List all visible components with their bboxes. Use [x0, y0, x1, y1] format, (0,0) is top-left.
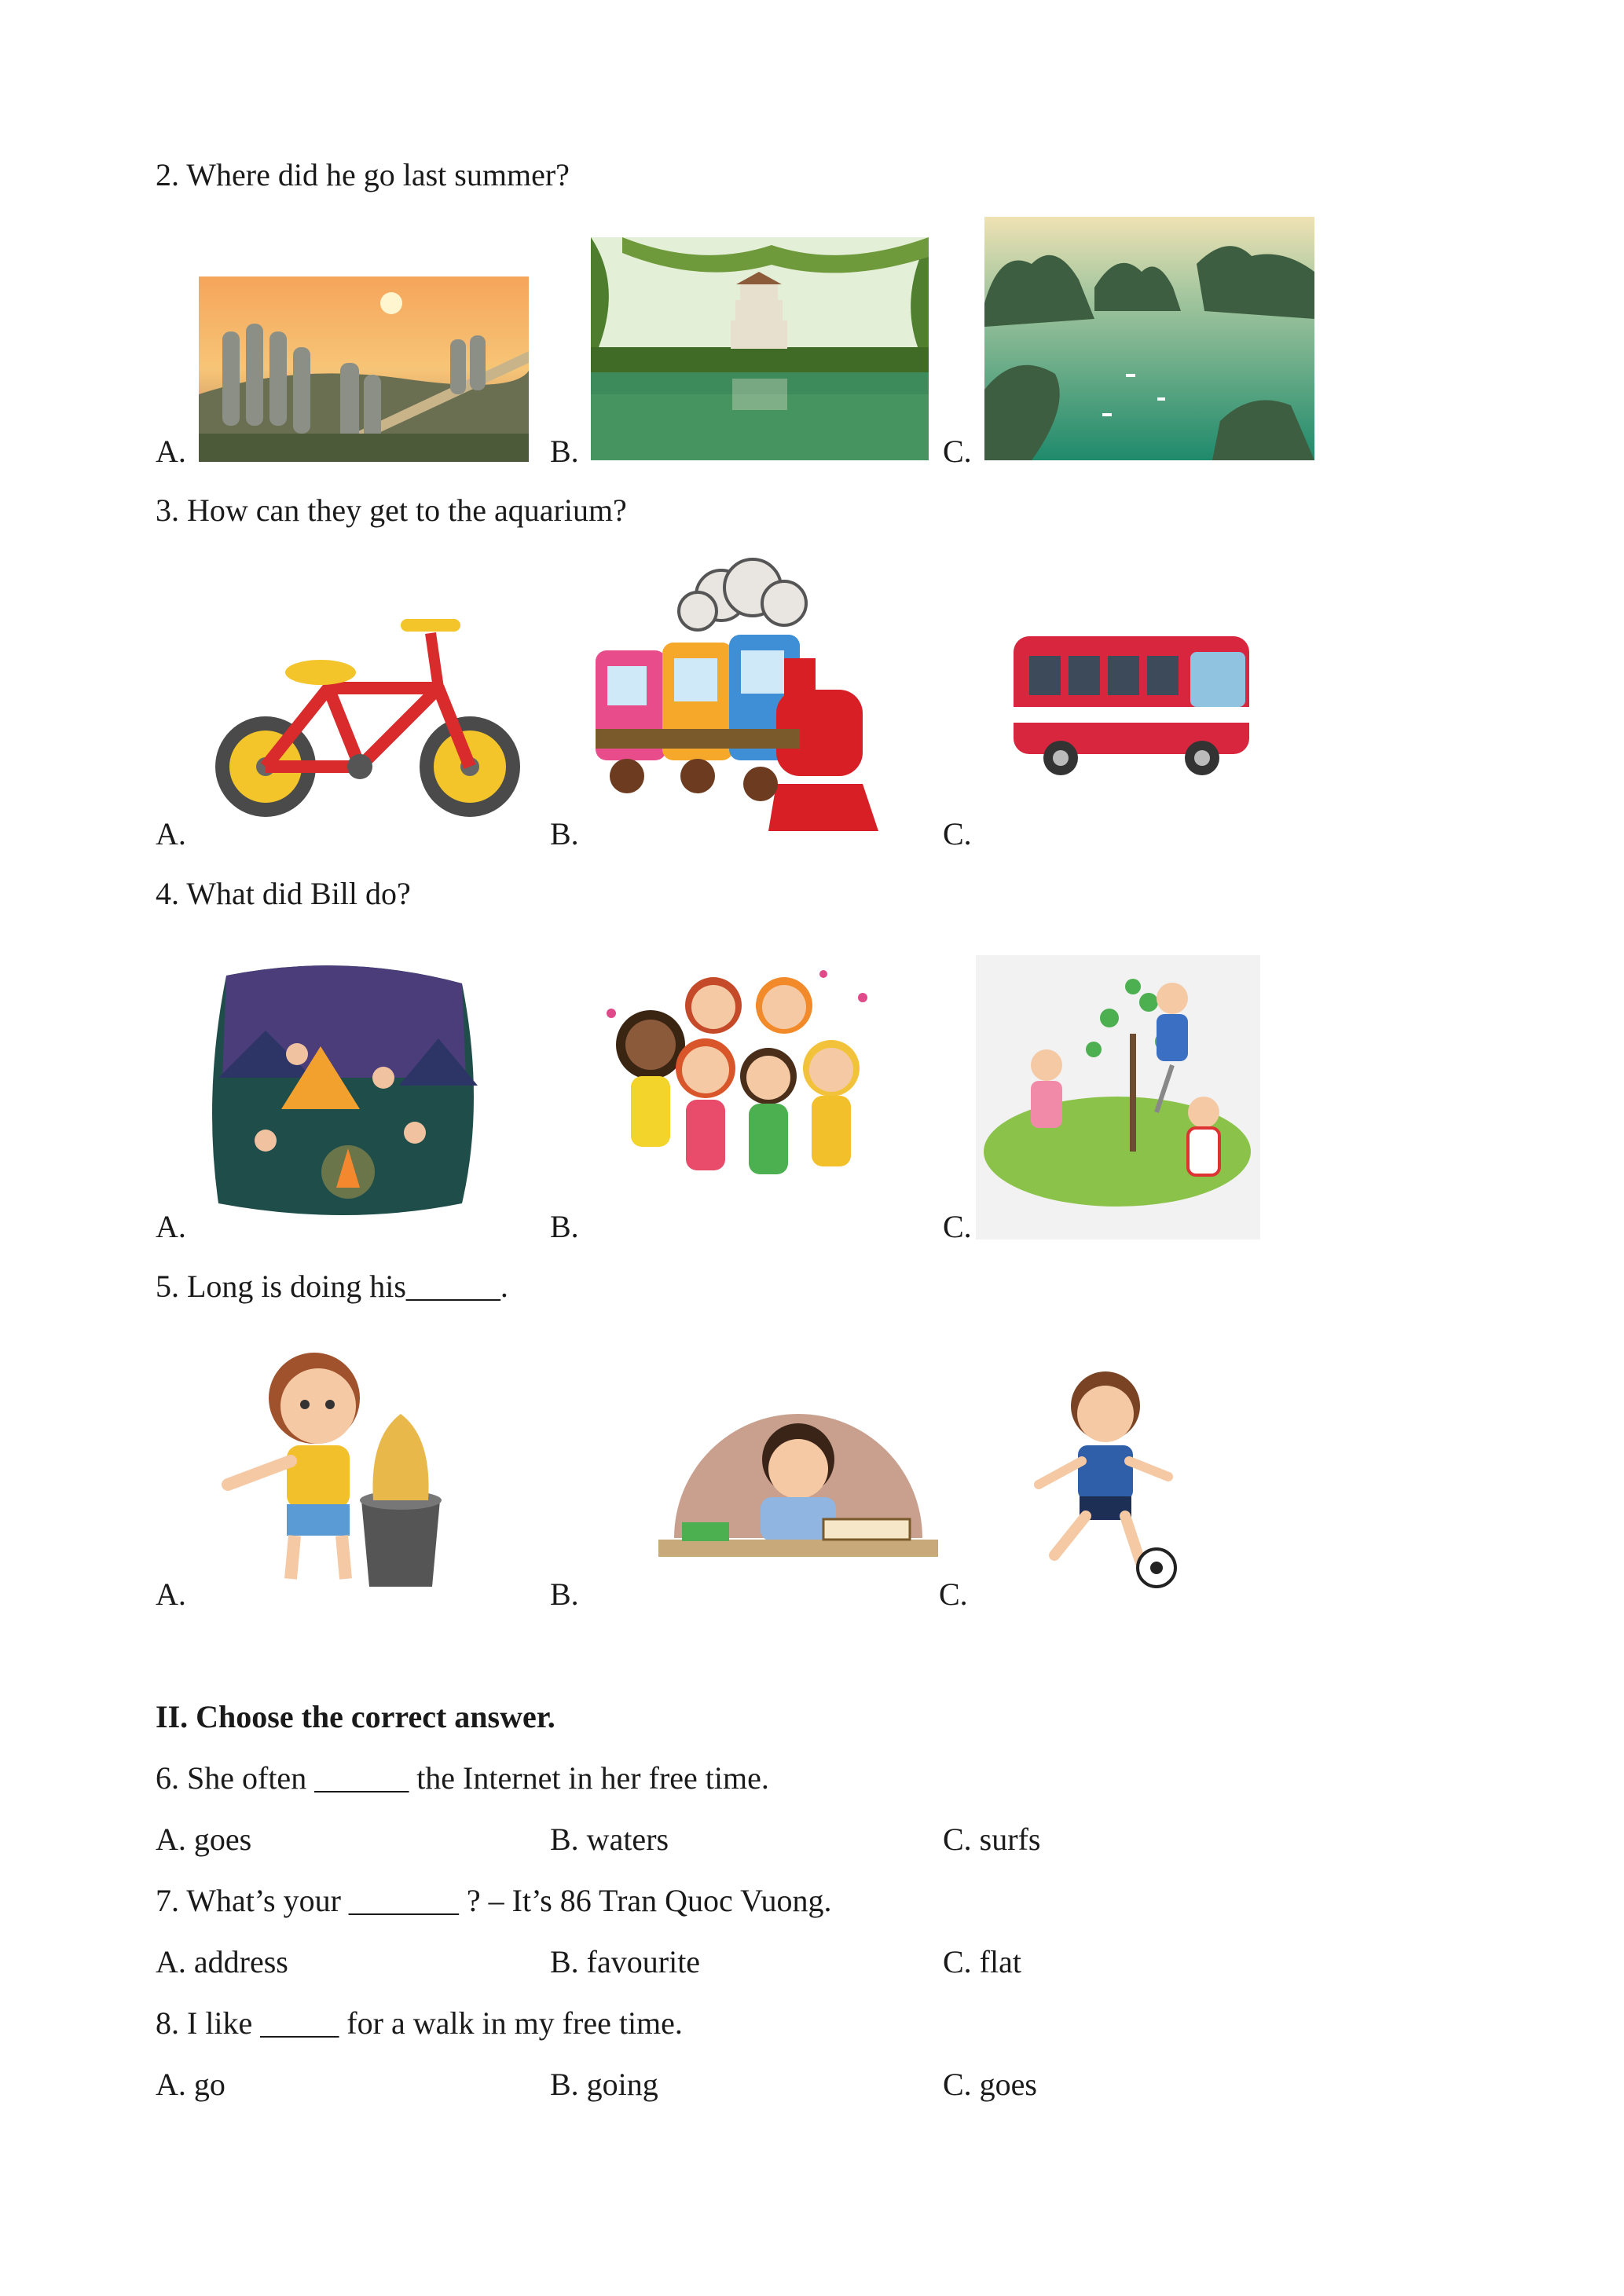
q3-option-a-letter: A. — [156, 816, 186, 851]
q2-option-c-letter: C. — [943, 434, 972, 469]
q7-option-b: B. favourite — [550, 1944, 701, 1979]
red-bus-picture — [1006, 628, 1263, 776]
golden-bridge-photo — [199, 276, 529, 462]
question-7-text: 7. What’s your _______ ? – It’s 86 Tran Quoc Vuong. — [156, 1883, 832, 1918]
q5-option-c-letter: C. — [939, 1576, 968, 1612]
q4-option-c-letter: C. — [943, 1209, 972, 1244]
section-two-heading: II. Choose the correct answer. — [156, 1699, 555, 1734]
q2-option-b-letter: B. — [550, 434, 579, 469]
q8-option-c: C. goes — [943, 2067, 1037, 2102]
q3-option-b-letter: B. — [550, 816, 579, 851]
q6-option-b: B. waters — [550, 1822, 669, 1857]
q2-option-a-letter: A. — [156, 434, 186, 469]
q7-option-a: A. address — [156, 1944, 288, 1979]
ha-long-bay-photo — [984, 217, 1314, 460]
q3-option-c-letter: C. — [943, 816, 972, 851]
taking-out-rubbish-picture — [212, 1327, 479, 1598]
q8-option-a: A. go — [156, 2067, 225, 2102]
question-5-text: 5. Long is doing his______. — [156, 1269, 508, 1304]
question-4-text: 4. What did Bill do? — [156, 876, 411, 911]
q5-option-a-letter: A. — [156, 1576, 186, 1612]
q7-option-c: C. flat — [943, 1944, 1021, 1979]
playing-football-picture — [1023, 1359, 1180, 1591]
q4-option-a-letter: A. — [156, 1209, 186, 1244]
toy-train-picture — [588, 556, 878, 844]
doing-homework-picture — [658, 1373, 938, 1590]
turtle-tower-photo — [591, 237, 929, 460]
q4-option-b-letter: B. — [550, 1209, 579, 1244]
question-2-text: 2. Where did he go last summer? — [156, 157, 570, 192]
q5-option-b-letter: B. — [550, 1576, 579, 1612]
q8-option-b: B. going — [550, 2067, 658, 2102]
question-3-text: 3. How can they get to the aquarium? — [156, 493, 627, 528]
singing-children-picture — [588, 950, 886, 1218]
planting-tree-picture — [976, 955, 1260, 1240]
question-6-text: 6. She often ______ the Internet in her free time. — [156, 1760, 769, 1796]
q6-option-a: A. goes — [156, 1822, 252, 1857]
q6-option-c: C. surfs — [943, 1822, 1041, 1857]
question-8-text: 8. I like _____ for a walk in my free time. — [156, 2005, 683, 2041]
camping-campfire-picture — [203, 960, 486, 1224]
bicycle-picture — [203, 602, 533, 829]
